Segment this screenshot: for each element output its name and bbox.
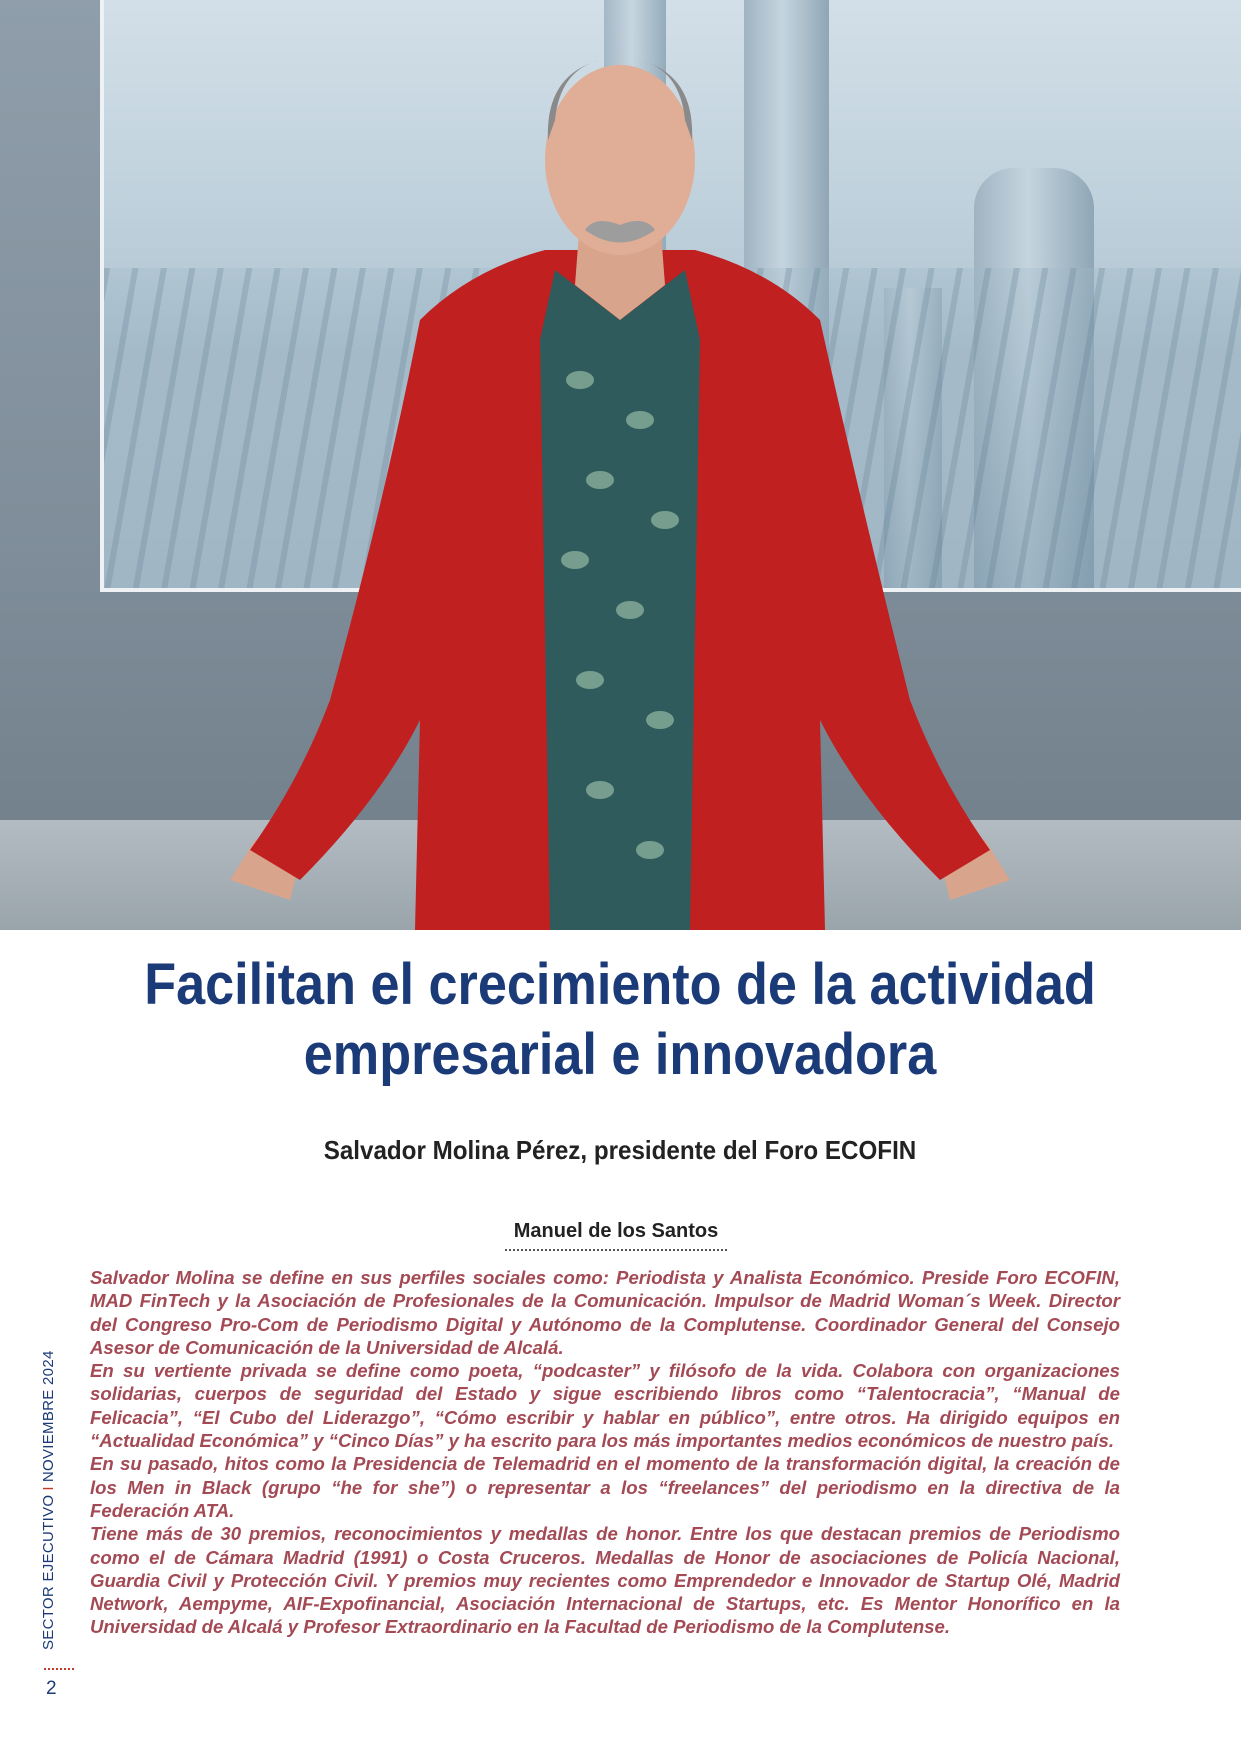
- article-subtitle: Salvador Molina Pérez, presidente del Foro ECOFIN: [323, 1135, 917, 1165]
- paragraph: Salvador Molina se define en sus perfiles sociales como: Periodista y Analista Económico. Preside Foro ECOFIN, MAD FinTech y la Asociación de Profesionales de la Comunicación. Impulsor de Madrid Woman´s Week. Director del Congreso Pro-Com de Periodismo Digital y Autónomo de la Complutense. Coordinador General del Consejo Asesor de Comunicación de la Universidad de Alcalá.: [90, 1267, 1120, 1358]
- paragraph: En su pasado, hitos como la Presidencia de Telemadrid en el momento de la transformación digital, la creación de los Men in Black (grupo “he for she”) o representar a los “freelances” del periodismo en la directiva de la Federación ATA.: [90, 1453, 1120, 1521]
- paragraph: En su vertiente privada se define como poeta, “podcaster” y filósofo de la vida. Colabora con organizaciones solidarias, cuerpos de seguridad del Estado y sigue escribiendo libros como “Talentocracia”, “Manual de Felicacia”, “El Cubo del Liderazgo”, “Cómo escribir y hablar en público”, entre otros. Ha dirigido equipos en “Actualidad Económica” y “Cinco Días” y ha escrito para los más importantes medios económicos de nuestro país.: [90, 1360, 1120, 1452]
- page-divider: [44, 1668, 74, 1670]
- label-separator: I: [40, 1486, 57, 1491]
- publication-side-label: [40, 1350, 57, 1650]
- author-byline: Manuel de los Santos: [505, 1220, 727, 1251]
- issue-date: NOVIEMBRE 2024: [40, 1350, 57, 1483]
- paragraph: Tiene más de 30 premios, reconocimientos y medallas de honor. Entre los que destacan premios de Periodismo como el de Cámara Madrid (1991) o Costa Cruceros. Medallas de Honor de asociaciones de Policía Nacional, Guardia Civil y Protección Civil. Y premios muy recientes como Emprendedor e Innovador de Startup Olé, Madrid Network, Aempyme, AIF-Expofinancial, Asociación Internacional de Startups, etc. Es Mentor Honorífico en la Universidad de Alcalá y Profesor Extraordinario en la Facultad de Periodismo de la Complutense.: [90, 1523, 1120, 1638]
- publication-name: SECTOR EJECUTIVO: [40, 1494, 57, 1650]
- page-number: 2: [46, 1678, 57, 1699]
- article-body: [90, 1266, 1120, 1639]
- article-title: Facilitan el crecimiento de la actividad empresarial e innovadora: [144, 952, 1096, 1087]
